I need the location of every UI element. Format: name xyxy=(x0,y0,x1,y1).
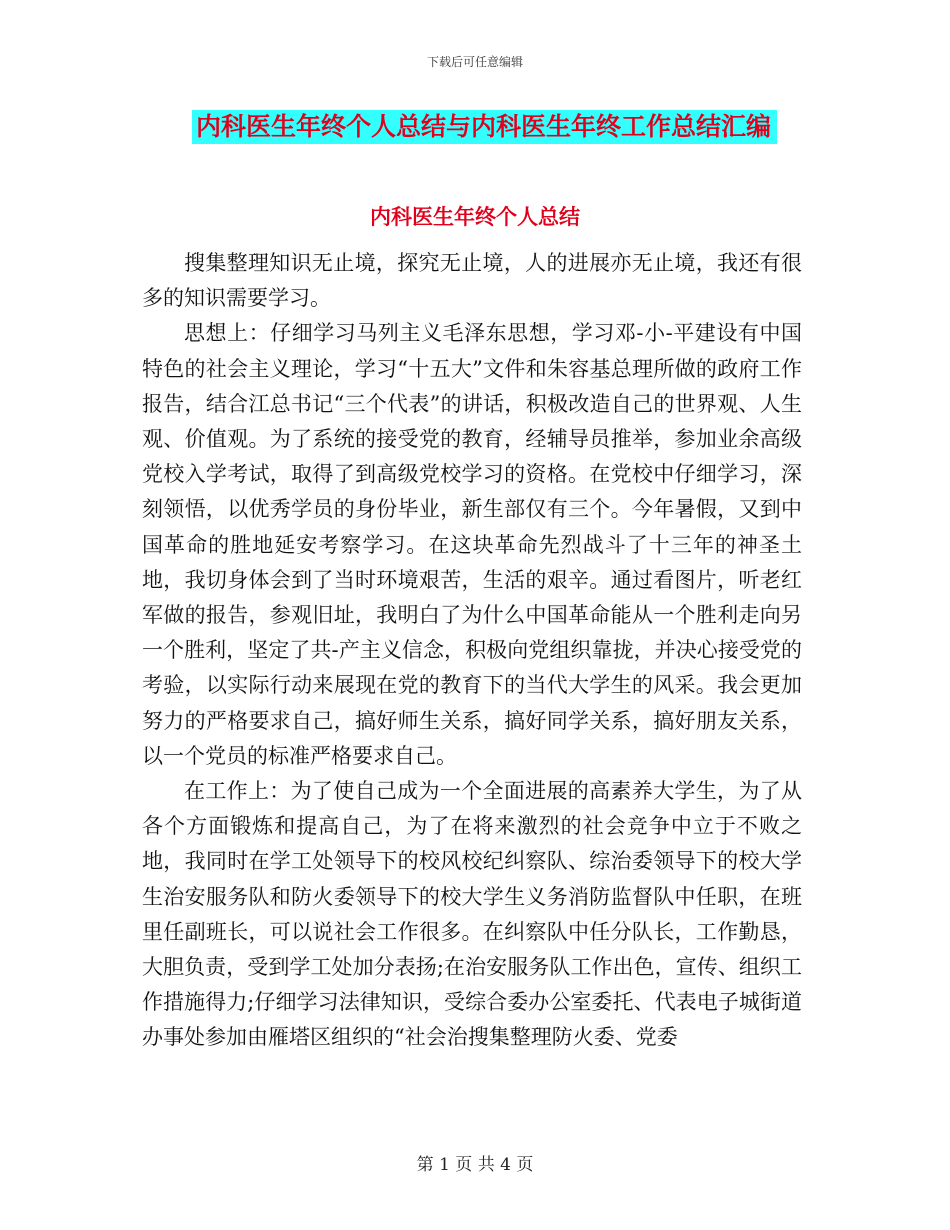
section-title: 内科医生年终个人总结 xyxy=(370,205,580,229)
paragraph-work: 在工作上：为了使自己成为一个全面进展的高素养大学生，为了从各个方面锻炼和提高自己，为了在将来激烈的社会竞争中立于不败之地，我同时在学工处领导下的校风校纪纠察队、综治委领导下的校大学生治安服务队和防火委领导下的校大学生义务消防监督队中任职，在班里任副班长，可以说社会工作很多。在纠察队中任分队长，工作勤恳，大胆负责，受到学工处加分表扬;在治安服务队工作出色，宣传、组织工作措施得力;仔细学习法律知识，受综合委办公室委托、代表电子城街道办事处参加由雁塔区组织的“社会治搜集整理防火委、党委 xyxy=(142,779,802,1050)
paragraph-ideology: 思想上：仔细学习马列主义毛泽东思想，学习邓-小-平建设有中国特色的社会主义理论，学习“十五大”文件和朱容基总理所做的政府工作报告，结合江总书记“三个代表”的讲话，积极改造自己的世界观、人生观、价值观。为了系统的接受党的教育，经辅导员推举，参加业余高级党校入学考试，取得了到高级党校学习的资格。在党校中仔细学习，深刻领悟，以优秀学员的身份毕业，新生部仅有三个。今年暑假，又到中国革命的胜地延安考察学习。在这块革命先烈战斗了十三年的神圣土地，我切身体会到了当时环境艰苦，生活的艰辛。通过看图片，听老红军做的报告，参观旧址，我明白了为什么中国革命能从一个胜利走向另一个胜利，坚定了共-产主义信念，积极向党组织靠拢，并决心接受党的考验，以实际行动来展现在党的教育下的当代大学生的风采。我会更加努力的严格要求自己，搞好师生关系，搞好同学关系，搞好朋友关系，以一个党员的标准严格要求自己。 xyxy=(142,321,802,768)
document-title: 内科医生年终个人总结与内科医生年终工作总结汇编 xyxy=(192,110,777,144)
body-text xyxy=(142,246,802,1056)
paragraph-intro: 搜集整理知识无止境，探究无止境，人的进展亦无止境，我还有很多的知识需要学习。 xyxy=(142,251,802,311)
page-footer: 第 1 页 共 4 页 xyxy=(416,1155,534,1175)
document-title-container xyxy=(192,110,777,144)
page-header-note: 下载后可任意编辑 xyxy=(426,55,523,69)
